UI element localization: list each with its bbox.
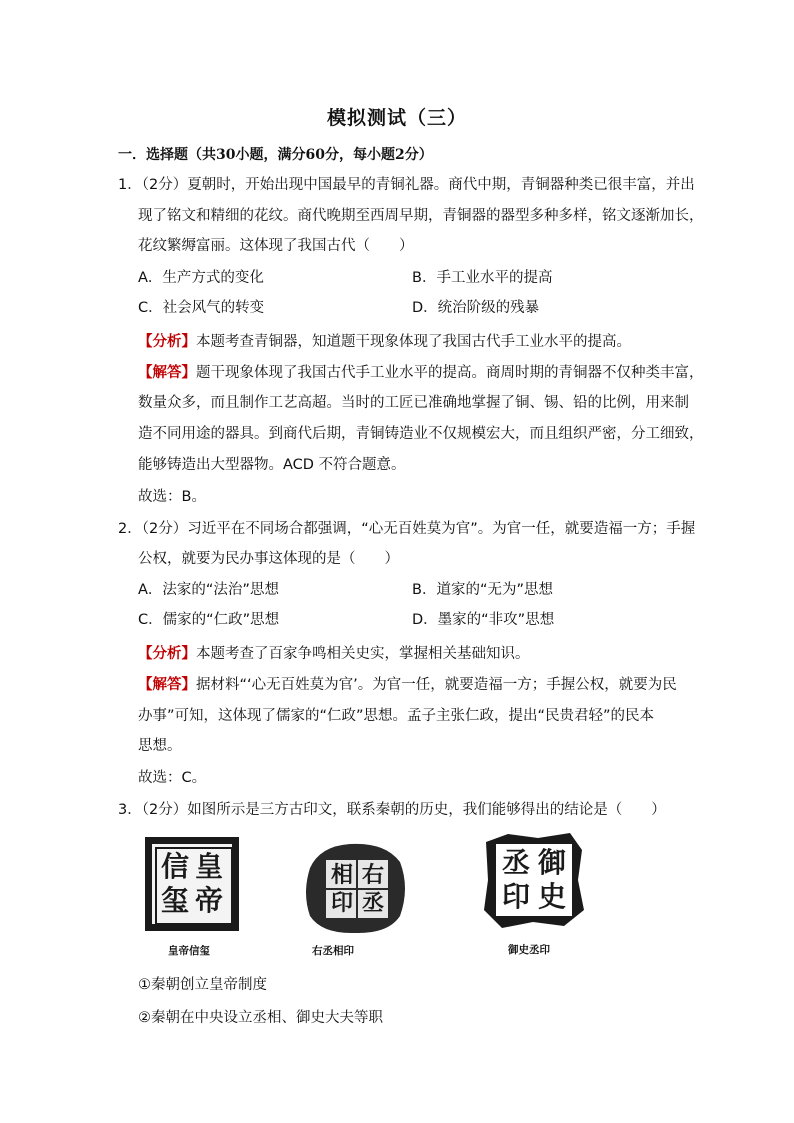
page-title: 模拟测试（三） [326, 107, 467, 129]
q2-option-d: D．墨家的“非攻”思想 [412, 612, 555, 628]
q3-stem-line-1: 3．（2分）如图所示是三方古印文，联系秦朝的历史，我们能够得出的结论是（ ） [118, 802, 666, 818]
q1-stem-line-3: 花纹繁缛富丽。这体现了我国古代（ ） [138, 238, 414, 254]
seal-glyph: 印 [330, 890, 353, 916]
seal-caption-2: 右丞相印 [312, 945, 354, 957]
q1-solution-line-4: 能够铸造出大型器物。ACD 不符合题意。 [138, 457, 406, 473]
q1-stem-line-2: 现了铭文和精细的花纹。商代晚期至西周早期，青铜器的器型多种多样，铭文逐渐加长， [138, 208, 704, 224]
q2-option-b: B．道家的“无为”思想 [412, 582, 553, 598]
seal-glyph: 丞 [501, 846, 530, 879]
q1-solution-line-3: 造不同用途的器具。到商代后期，青铜铸造业不仅规模宏大，而且组织严密，分工细致， [138, 426, 704, 442]
seal-glyph: 丞 [361, 890, 384, 916]
solution-text: 题干现象体现了我国古代手工业水平的提高。商周时期的青铜器不仅种类丰富， [196, 365, 704, 381]
q2-analysis [138, 644, 530, 664]
q1-solution-line-1 [138, 363, 704, 383]
seal-glyph: 帝 [194, 884, 223, 917]
q1-answer: 故选：B。 [138, 489, 206, 505]
seal-glyph: 皇 [194, 850, 223, 883]
q1-option-c: C．社会风气的转变 [138, 300, 265, 316]
seal-glyph: 相 [330, 862, 353, 888]
seal-glyph: 印 [501, 880, 530, 913]
seal-glyph: 信 [160, 850, 189, 883]
q1-stem-line-1: 1．（2分）夏朝时，开始出现中国最早的青铜礼器。商代中期，青铜器种类已很丰富，并出 [118, 177, 695, 193]
solution-tag: 【解答】 [138, 365, 196, 381]
analysis-tag: 【分析】 [138, 646, 196, 662]
section-heading: 一．选择题（共30小题，满分60分，每小题2分） [118, 147, 433, 163]
q2-option-a: A．法家的“法治”思想 [138, 582, 279, 598]
q1-analysis [138, 332, 631, 352]
q2-option-c: C．儒家的“仁政”思想 [138, 612, 280, 628]
q1-option-b: B．手工业水平的提高 [412, 270, 553, 286]
seal-caption-1: 皇帝信玺 [168, 945, 210, 957]
q2-stem-line-1: 2．（2分）习近平在不同场合都强调，“心无百姓莫为官”。为官一任，就要造福一方；手握 [118, 521, 696, 537]
q3-item-2: ②秦朝在中央设立丞相、御史大夫等职 [138, 1010, 383, 1026]
q1-solution-line-2: 数量众多，而且制作工艺高超。当时的工匠已准确地掌握了铜、锡、铅的比例，用来制 [138, 395, 689, 411]
seal-glyph: 史 [537, 880, 566, 913]
q1-option-a: A．生产方式的变化 [138, 270, 264, 286]
q2-stem-line-2: 公权，就要为民办事这体现的是（ ） [138, 551, 399, 567]
solution-text: 据材料“‘心无百姓莫为官’。为官一任，就要造福一方；手握公权，就要为民 [196, 677, 677, 693]
seal-glyph: 右 [361, 862, 384, 888]
q2-answer: 故选：C。 [138, 770, 207, 786]
solution-tag: 【解答】 [138, 677, 196, 693]
seal-image-1 [140, 835, 250, 960]
analysis-text: 本题考查青铜器，知道题干现象体现了我国古代手工业水平的提高。 [196, 334, 631, 350]
q2-solution-line-1 [138, 675, 677, 695]
seal-image-2 [300, 838, 410, 960]
q2-solution-line-2: 办事”可知，这体现了儒家的“仁政”思想。孟子主张仁政，提出“民贵君轻”的民本 [138, 708, 655, 724]
seal-image-3 [478, 830, 588, 960]
seal-glyph: 玺 [160, 884, 189, 917]
seal-glyph: 御 [537, 846, 566, 879]
analysis-text: 本题考查了百家争鸣相关史实，掌握相关基础知识。 [196, 646, 530, 662]
seal-caption-3: 御史丞印 [508, 944, 550, 956]
analysis-tag: 【分析】 [138, 334, 196, 350]
q1-option-d: D．统治阶级的残暴 [412, 300, 540, 316]
seal-stone-shape [300, 838, 410, 938]
q3-item-1: ①秦朝创立皇帝制度 [138, 977, 267, 993]
q2-solution-line-3: 思想。 [138, 738, 182, 754]
